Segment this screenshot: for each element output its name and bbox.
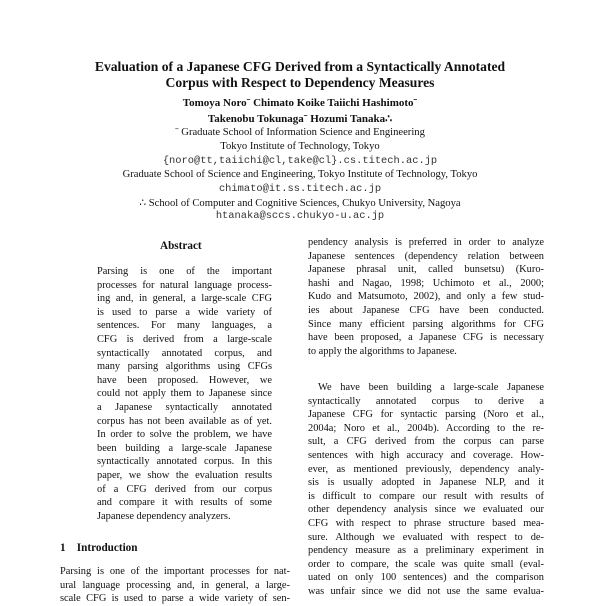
- abstract-heading: Abstract: [160, 240, 202, 252]
- text-line: pendency measure as a preliminary experiment in: [308, 545, 544, 557]
- text-line: ever, as mentioned previously, dependency analy-: [308, 463, 544, 475]
- text-line: scale CFG is used to parse a wide variety of sen-: [60, 593, 290, 605]
- text-line: hashi and Nagao, 1998; Uchimoto et al., 2000;: [308, 277, 544, 289]
- text-line: been building a large-scale Japanese: [97, 442, 272, 454]
- text-line: pendency analysis is preferred in order to analyze: [308, 237, 544, 248]
- text-line: many parsing algorithms using CFGs: [97, 361, 272, 373]
- authors-line-2: Takenobu Tokunagaˉ Hozumi Tanaka∴: [207, 113, 393, 125]
- authors-line-1: Tomoya Noroˉ Chimato Koike Taiichi Hashimotoˉ: [182, 97, 418, 109]
- affiliation-3: ∴ School of Computer and Cognitive Sciences, Chukyo University, Nagoya: [139, 198, 461, 209]
- text-line: is difficult to compare our result with results of: [308, 490, 544, 502]
- text-line: a Japanese syntactically annotated: [97, 402, 272, 413]
- text-line: ing and, in general, a large-scale CFG: [97, 293, 272, 305]
- text-line: and compare it with results of some: [97, 497, 272, 509]
- text-line: syntactically annotated corpus. In this: [97, 456, 272, 468]
- text-line: paper, we show the evaluation results: [97, 470, 272, 481]
- text-line: have been proposed. However, we: [97, 374, 272, 386]
- text-line: ural language processing and, in general, a large-: [60, 579, 290, 591]
- text-line: Japanese CFG for syntactic parsing (Noro et al.,: [308, 409, 544, 421]
- text-line: Parsing is one of the important processes for nat-: [60, 566, 290, 577]
- text-line: order to compare, the scale was quite small (eval-: [308, 558, 544, 570]
- affiliation-1: ˉ Graduate School of Information Science and Engineering: [175, 127, 425, 138]
- text-line: syntactically annotated corpus to derive a: [308, 395, 544, 407]
- text-line: sult, a CFG derived from the corpus can parse: [308, 436, 544, 448]
- affiliation-1-emails: {noro@tt,taiichi@cl,take@cl}.cs.titech.ac.jp: [162, 155, 438, 167]
- text-line: sis is usually adopted in Japanese NLP, and it: [308, 477, 544, 489]
- text-line: CFG with respect to phrase structure based mea-: [308, 518, 544, 529]
- text-line: is used to parse a wide variety of: [97, 306, 272, 318]
- affiliation-1-location: Tokyo Institute of Technology, Tokyo: [220, 141, 380, 152]
- text-line: We have been building a large-scale Japanese: [318, 382, 544, 393]
- paper-title-line-2: Corpus with Respect to Dependency Measures: [165, 75, 435, 90]
- text-line: Japanese dependency analyzers.: [97, 510, 231, 522]
- text-line: Since many efficient parsing algorithms for CFG: [308, 318, 544, 330]
- text-line: sentences with high accuracy and coverage. How-: [308, 450, 544, 461]
- introduction-heading: 1 Introduction: [60, 542, 138, 554]
- text-line: could not apply them to Japanese since: [97, 388, 272, 400]
- text-line: In order to solve the problem, we have: [97, 429, 272, 441]
- text-line: 2004a; Noro et al., 2004b). According to the re-: [308, 422, 544, 434]
- text-line: syntactically annotated corpus, and: [97, 347, 272, 359]
- text-line: sure. Although we evaluated with respect to de-: [308, 531, 544, 543]
- paper-title-line-1: Evaluation of a Japanese CFG Derived from a Syntactically Annotated: [94, 59, 506, 74]
- text-line: have been proposed, a Japanese CFG is necessary: [308, 332, 544, 344]
- text-line: other dependency analysis since we evaluated our: [308, 504, 544, 516]
- text-line: processes for natural language process-: [97, 279, 272, 291]
- text-line: corpus has not been available as of yet.: [97, 415, 272, 427]
- text-line: Japanese sentences (dependency relation between: [308, 250, 544, 262]
- affiliation-2: Graduate School of Science and Engineering, Tokyo Institute of Technology, Tokyo: [122, 169, 478, 180]
- text-line: sentences. For many languages, a: [97, 320, 272, 332]
- text-line: of a CFG derived from our corpus: [97, 483, 272, 495]
- text-line: to apply the algorithms to Japanese.: [308, 345, 457, 357]
- affiliation-3-email: htanaka@sccs.chukyo-u.ac.jp: [215, 210, 385, 222]
- text-line: uated on only 100 sentences) and the comparison: [308, 572, 544, 584]
- text-line: Parsing is one of the important: [97, 266, 272, 277]
- affiliation-2-email: chimato@it.ss.titech.ac.jp: [218, 183, 382, 195]
- text-line: ies about Japanese CFG have been conducted.: [308, 305, 544, 316]
- text-line: was unfair since we did not use the same evalua-: [308, 586, 544, 597]
- text-line: CFG is derived from a large-scale: [97, 334, 272, 345]
- text-line: Japanese phrasal unit, called bunsetsu) (Kuro-: [308, 264, 544, 276]
- text-line: Kudo and Matsumoto, 2002), and only a few stud-: [308, 291, 544, 303]
